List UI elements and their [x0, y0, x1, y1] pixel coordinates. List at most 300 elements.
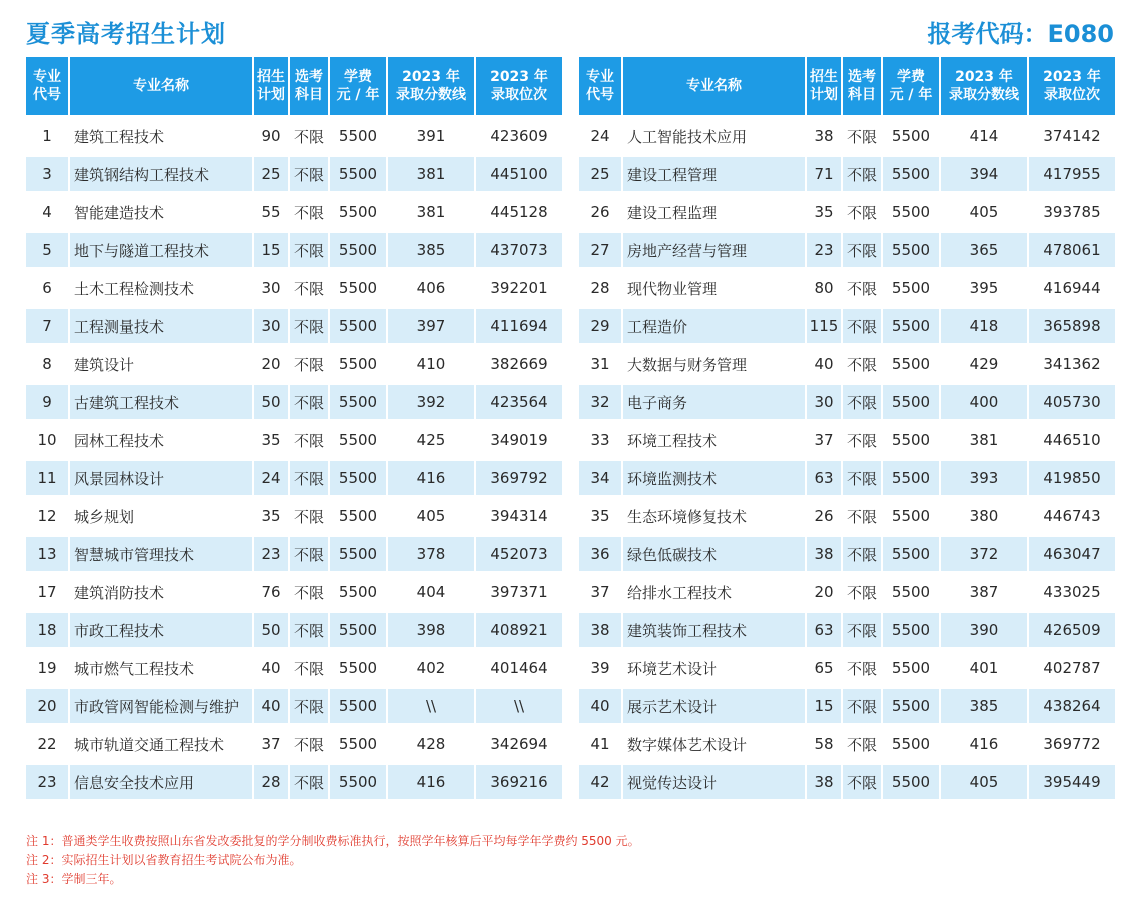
score-line-2023-cell: 392	[388, 381, 476, 419]
enrollment-plan-cell: 58	[807, 723, 843, 761]
major-code-cell: 4	[26, 191, 70, 229]
header-line: 代号	[33, 87, 61, 103]
major-code-cell: 25	[579, 153, 623, 191]
major-code-cell: 6	[26, 267, 70, 305]
table-row	[579, 267, 1115, 305]
major-code-cell: 26	[579, 191, 623, 229]
header-enrollment-plan	[254, 57, 290, 115]
rank-2023-cell: 438264	[1029, 685, 1115, 723]
enrollment-plan-cell: 15	[807, 685, 843, 723]
enrollment-plan-cell: 71	[807, 153, 843, 191]
score-line-2023-cell: 400	[941, 381, 1029, 419]
header-line: 录取位次	[1044, 87, 1100, 103]
major-name-cell: 生态环境修复技术	[623, 495, 807, 533]
major-code-cell: 39	[579, 647, 623, 685]
header-rank-2023	[476, 57, 562, 115]
rank-2023-cell: 397371	[476, 571, 562, 609]
score-line-2023-cell: 416	[388, 457, 476, 495]
rank-2023-cell: 369772	[1029, 723, 1115, 761]
score-line-2023-cell: 402	[388, 647, 476, 685]
score-line-2023-cell: 380	[941, 495, 1029, 533]
elective-subjects-cell: 不限	[843, 115, 883, 153]
table-row	[579, 571, 1115, 609]
table-row	[26, 267, 562, 305]
major-code-cell: 7	[26, 305, 70, 343]
tuition-cell: 5500	[883, 571, 941, 609]
header-line: 科目	[295, 87, 323, 103]
major-name-cell: 给排水工程技术	[623, 571, 807, 609]
table-row	[26, 609, 562, 647]
score-line-2023-cell: 381	[388, 191, 476, 229]
rank-2023-cell: 416944	[1029, 267, 1115, 305]
rank-2023-cell: 382669	[476, 343, 562, 381]
elective-subjects-cell: 不限	[843, 533, 883, 571]
score-line-2023-cell: 428	[388, 723, 476, 761]
enrollment-plan-cell: 35	[254, 495, 290, 533]
major-code-cell: 12	[26, 495, 70, 533]
tuition-cell: 5500	[883, 115, 941, 153]
header-line: 2023 年	[1043, 69, 1101, 85]
major-name-cell: 城市轨道交通工程技术	[70, 723, 254, 761]
tuition-cell: 5500	[883, 495, 941, 533]
tuition-cell: 5500	[330, 685, 388, 723]
major-name-cell: 城乡规划	[70, 495, 254, 533]
header-line: 2023 年	[955, 69, 1013, 85]
rank-2023-cell: 408921	[476, 609, 562, 647]
table-row	[579, 685, 1115, 723]
tuition-cell: 5500	[883, 191, 941, 229]
score-line-2023-cell: 405	[941, 761, 1029, 799]
tuition-cell: 5500	[330, 723, 388, 761]
major-code-cell: 42	[579, 761, 623, 799]
footnote-3: 注 3：学制三年。	[26, 872, 122, 886]
elective-subjects-cell: 不限	[843, 419, 883, 457]
enrollment-plan-cell: 25	[254, 153, 290, 191]
enrollment-plan-cell: 37	[254, 723, 290, 761]
rank-2023-cell: 478061	[1029, 229, 1115, 267]
major-name-cell: 房地产经营与管理	[623, 229, 807, 267]
elective-subjects-cell: 不限	[843, 723, 883, 761]
rank-2023-cell: 349019	[476, 419, 562, 457]
table-row	[579, 419, 1115, 457]
major-name-cell: 建筑装饰工程技术	[623, 609, 807, 647]
major-code-cell: 34	[579, 457, 623, 495]
table-row	[26, 305, 562, 343]
table-row	[26, 191, 562, 229]
header-major-code	[26, 57, 70, 115]
major-code-cell: 32	[579, 381, 623, 419]
rank-2023-cell: 365898	[1029, 305, 1115, 343]
rank-2023-cell: 433025	[1029, 571, 1115, 609]
elective-subjects-cell: 不限	[290, 191, 330, 229]
tuition-cell: 5500	[330, 419, 388, 457]
rank-2023-cell: 417955	[1029, 153, 1115, 191]
major-code-cell: 24	[579, 115, 623, 153]
tuition-cell: 5500	[330, 343, 388, 381]
enrollment-plan-cell: 63	[807, 609, 843, 647]
elective-subjects-cell: 不限	[843, 571, 883, 609]
major-code-cell: 22	[26, 723, 70, 761]
elective-subjects-cell: 不限	[843, 343, 883, 381]
major-name-cell: 人工智能技术应用	[623, 115, 807, 153]
score-line-2023-cell: 372	[941, 533, 1029, 571]
table-row	[579, 609, 1115, 647]
rank-2023-cell: 446510	[1029, 419, 1115, 457]
major-name-cell: 环境艺术设计	[623, 647, 807, 685]
tuition-cell: 5500	[883, 153, 941, 191]
elective-subjects-cell: 不限	[843, 381, 883, 419]
rank-2023-cell: 405730	[1029, 381, 1115, 419]
major-name-cell: 工程测量技术	[70, 305, 254, 343]
header-elective-subjects	[290, 57, 330, 115]
elective-subjects-cell: 不限	[290, 305, 330, 343]
header-line: 2023 年	[402, 69, 460, 85]
enrollment-plan-cell: 40	[254, 647, 290, 685]
table-row	[26, 685, 562, 723]
major-name-cell: 市政管网智能检测与维护	[70, 685, 254, 723]
table-row	[579, 381, 1115, 419]
score-line-2023-cell: 390	[941, 609, 1029, 647]
score-line-2023-cell: 404	[388, 571, 476, 609]
major-code-cell: 8	[26, 343, 70, 381]
tuition-cell: 5500	[330, 571, 388, 609]
major-name-cell: 建筑工程技术	[70, 115, 254, 153]
header-score-line-2023	[388, 57, 476, 115]
header-line: 招生	[810, 69, 838, 85]
enrollment-plan-cell: 65	[807, 647, 843, 685]
major-code-cell: 37	[579, 571, 623, 609]
table-row	[579, 533, 1115, 571]
header-line: 录取分数线	[949, 87, 1019, 103]
rank-2023-cell: 369216	[476, 761, 562, 799]
elective-subjects-cell: 不限	[290, 723, 330, 761]
header-line: 录取位次	[491, 87, 547, 103]
table-row	[26, 229, 562, 267]
rank-2023-cell: \\	[476, 685, 562, 723]
tuition-cell: 5500	[883, 685, 941, 723]
rank-2023-cell: 395449	[1029, 761, 1115, 799]
major-name-cell: 环境工程技术	[623, 419, 807, 457]
footnote-2: 注 2：实际招生计划以省教育招生考试院公布为准。	[26, 853, 302, 867]
header-line: 学费	[897, 69, 925, 85]
tuition-cell: 5500	[330, 191, 388, 229]
rank-2023-cell: 423564	[476, 381, 562, 419]
score-line-2023-cell: 385	[388, 229, 476, 267]
rank-2023-cell: 419850	[1029, 457, 1115, 495]
enrollment-plan-cell: 55	[254, 191, 290, 229]
enrollment-plan-cell: 28	[254, 761, 290, 799]
enrollment-plan-cell: 35	[807, 191, 843, 229]
major-name-cell: 智慧城市管理技术	[70, 533, 254, 571]
header-line: 元 / 年	[336, 87, 380, 103]
score-line-2023-cell: 414	[941, 115, 1029, 153]
score-line-2023-cell: 397	[388, 305, 476, 343]
header-line: 招生	[257, 69, 285, 85]
rank-2023-cell: 446743	[1029, 495, 1115, 533]
header-line: 录取分数线	[396, 87, 466, 103]
tuition-cell: 5500	[330, 647, 388, 685]
enrollment-plan-cell: 30	[254, 267, 290, 305]
header-line: 科目	[848, 87, 876, 103]
enrollment-plan-cell: 38	[807, 115, 843, 153]
table-row	[26, 647, 562, 685]
elective-subjects-cell: 不限	[843, 267, 883, 305]
major-name-cell: 绿色低碳技术	[623, 533, 807, 571]
enrollment-plan-cell: 15	[254, 229, 290, 267]
tuition-cell: 5500	[883, 343, 941, 381]
elective-subjects-cell: 不限	[290, 267, 330, 305]
table-row	[579, 343, 1115, 381]
rank-2023-cell: 392201	[476, 267, 562, 305]
table-row	[26, 457, 562, 495]
enrollment-plan-cell: 35	[254, 419, 290, 457]
enrollment-plan-cell: 23	[807, 229, 843, 267]
major-code-cell: 36	[579, 533, 623, 571]
major-name-cell: 建筑设计	[70, 343, 254, 381]
score-line-2023-cell: 365	[941, 229, 1029, 267]
header-line: 2023 年	[490, 69, 548, 85]
enrollment-plan-cell: 40	[807, 343, 843, 381]
major-name-cell: 建设工程管理	[623, 153, 807, 191]
major-name-cell: 信息安全技术应用	[70, 761, 254, 799]
table-row	[26, 115, 562, 153]
elective-subjects-cell: 不限	[843, 153, 883, 191]
enrollment-plan-cell: 20	[807, 571, 843, 609]
rank-2023-cell: 401464	[476, 647, 562, 685]
tuition-cell: 5500	[883, 609, 941, 647]
table-row	[26, 571, 562, 609]
table-row	[579, 191, 1115, 229]
header-line: 计划	[257, 87, 285, 103]
tuition-cell: 5500	[883, 647, 941, 685]
major-code-cell: 28	[579, 267, 623, 305]
major-name-cell: 园林工程技术	[70, 419, 254, 457]
major-name-cell: 古建筑工程技术	[70, 381, 254, 419]
score-line-2023-cell: 405	[388, 495, 476, 533]
score-line-2023-cell: 429	[941, 343, 1029, 381]
header-line: 元 / 年	[889, 87, 933, 103]
elective-subjects-cell: 不限	[843, 685, 883, 723]
tuition-cell: 5500	[330, 115, 388, 153]
table-row	[579, 115, 1115, 153]
header-major-code	[579, 57, 623, 115]
header-enrollment-plan	[807, 57, 843, 115]
enrollment-plan-cell: 40	[254, 685, 290, 723]
elective-subjects-cell: 不限	[843, 609, 883, 647]
major-code-cell: 1	[26, 115, 70, 153]
major-code-cell: 11	[26, 457, 70, 495]
tuition-cell: 5500	[330, 533, 388, 571]
score-line-2023-cell: 393	[941, 457, 1029, 495]
major-name-cell: 视觉传达设计	[623, 761, 807, 799]
rank-2023-cell: 411694	[476, 305, 562, 343]
rank-2023-cell: 452073	[476, 533, 562, 571]
tuition-cell: 5500	[330, 229, 388, 267]
header-rank-2023	[1029, 57, 1115, 115]
major-name-cell: 市政工程技术	[70, 609, 254, 647]
enrollment-plan-cell: 20	[254, 343, 290, 381]
header-row	[579, 57, 1115, 115]
enrollment-table-left	[26, 57, 562, 799]
elective-subjects-cell: 不限	[290, 495, 330, 533]
major-code-cell: 18	[26, 609, 70, 647]
table-row	[579, 495, 1115, 533]
tuition-cell: 5500	[883, 723, 941, 761]
rank-2023-cell: 394314	[476, 495, 562, 533]
elective-subjects-cell: 不限	[290, 571, 330, 609]
table-row	[26, 495, 562, 533]
score-line-2023-cell: 391	[388, 115, 476, 153]
enrollment-plan-cell: 30	[807, 381, 843, 419]
enrollment-plan-cell: 26	[807, 495, 843, 533]
table-row	[579, 153, 1115, 191]
header-line: 专业	[586, 69, 614, 85]
elective-subjects-cell: 不限	[290, 609, 330, 647]
elective-subjects-cell: 不限	[843, 647, 883, 685]
score-line-2023-cell: 395	[941, 267, 1029, 305]
elective-subjects-cell: 不限	[290, 685, 330, 723]
tuition-cell: 5500	[883, 229, 941, 267]
header-line: 计划	[810, 87, 838, 103]
header-line: 选考	[848, 69, 876, 85]
table-row	[579, 305, 1115, 343]
table-row	[579, 723, 1115, 761]
score-line-2023-cell: 425	[388, 419, 476, 457]
header-score-line-2023	[941, 57, 1029, 115]
elective-subjects-cell: 不限	[290, 533, 330, 571]
enrollment-plan-cell: 50	[254, 609, 290, 647]
major-code-cell: 17	[26, 571, 70, 609]
tuition-cell: 5500	[883, 381, 941, 419]
enrollment-plan-cell: 38	[807, 761, 843, 799]
header-elective-subjects	[843, 57, 883, 115]
major-name-cell: 展示艺术设计	[623, 685, 807, 723]
enrollment-plan-cell: 80	[807, 267, 843, 305]
score-line-2023-cell: 416	[941, 723, 1029, 761]
elective-subjects-cell: 不限	[843, 229, 883, 267]
elective-subjects-cell: 不限	[843, 457, 883, 495]
header-major-name	[70, 57, 254, 115]
enrollment-table-right	[579, 57, 1115, 799]
tuition-cell: 5500	[883, 419, 941, 457]
major-code-cell: 9	[26, 381, 70, 419]
table-row	[26, 761, 562, 799]
elective-subjects-cell: 不限	[290, 115, 330, 153]
major-name-cell: 数字媒体艺术设计	[623, 723, 807, 761]
enrollment-plan-cell: 115	[807, 305, 843, 343]
major-name-cell: 智能建造技术	[70, 191, 254, 229]
tuition-cell: 5500	[330, 381, 388, 419]
score-line-2023-cell: 405	[941, 191, 1029, 229]
rank-2023-cell: 369792	[476, 457, 562, 495]
score-line-2023-cell: \\	[388, 685, 476, 723]
rank-2023-cell: 426509	[1029, 609, 1115, 647]
major-name-cell: 城市燃气工程技术	[70, 647, 254, 685]
major-code-cell: 5	[26, 229, 70, 267]
major-code-cell: 20	[26, 685, 70, 723]
score-line-2023-cell: 401	[941, 647, 1029, 685]
major-code-cell: 41	[579, 723, 623, 761]
major-code-cell: 31	[579, 343, 623, 381]
enrollment-plan-cell: 63	[807, 457, 843, 495]
tuition-cell: 5500	[330, 305, 388, 343]
elective-subjects-cell: 不限	[290, 647, 330, 685]
score-line-2023-cell: 416	[388, 761, 476, 799]
major-code-cell: 19	[26, 647, 70, 685]
major-name-cell: 地下与隧道工程技术	[70, 229, 254, 267]
major-code-cell: 40	[579, 685, 623, 723]
major-name-cell: 环境监测技术	[623, 457, 807, 495]
score-line-2023-cell: 381	[941, 419, 1029, 457]
table-row	[26, 343, 562, 381]
major-name-cell: 建设工程监理	[623, 191, 807, 229]
table-row	[26, 533, 562, 571]
enrollment-plan-cell: 90	[254, 115, 290, 153]
header-line: 专业名称	[686, 78, 742, 94]
score-line-2023-cell: 418	[941, 305, 1029, 343]
score-line-2023-cell: 394	[941, 153, 1029, 191]
header-line: 选考	[295, 69, 323, 85]
elective-subjects-cell: 不限	[843, 191, 883, 229]
header-tuition	[883, 57, 941, 115]
major-code-cell: 13	[26, 533, 70, 571]
elective-subjects-cell: 不限	[290, 153, 330, 191]
major-name-cell: 建筑消防技术	[70, 571, 254, 609]
tuition-cell: 5500	[883, 305, 941, 343]
elective-subjects-cell: 不限	[843, 305, 883, 343]
elective-subjects-cell: 不限	[290, 229, 330, 267]
tuition-cell: 5500	[330, 267, 388, 305]
score-line-2023-cell: 385	[941, 685, 1029, 723]
header-line: 专业	[33, 69, 61, 85]
score-line-2023-cell: 387	[941, 571, 1029, 609]
elective-subjects-cell: 不限	[290, 419, 330, 457]
table-row	[26, 381, 562, 419]
major-name-cell: 工程造价	[623, 305, 807, 343]
major-code-cell: 27	[579, 229, 623, 267]
header-row	[26, 57, 562, 115]
rank-2023-cell: 341362	[1029, 343, 1115, 381]
major-code-cell: 35	[579, 495, 623, 533]
major-code-cell: 38	[579, 609, 623, 647]
score-line-2023-cell: 406	[388, 267, 476, 305]
tuition-cell: 5500	[330, 761, 388, 799]
header-line: 学费	[344, 69, 372, 85]
major-code-cell: 10	[26, 419, 70, 457]
tuition-cell: 5500	[883, 267, 941, 305]
tuition-cell: 5500	[883, 457, 941, 495]
major-name-cell: 建筑钢结构工程技术	[70, 153, 254, 191]
table-row	[26, 723, 562, 761]
tuition-cell: 5500	[330, 495, 388, 533]
enrollment-plan-cell: 50	[254, 381, 290, 419]
table-row	[26, 153, 562, 191]
major-name-cell: 电子商务	[623, 381, 807, 419]
header-tuition	[330, 57, 388, 115]
elective-subjects-cell: 不限	[290, 381, 330, 419]
rank-2023-cell: 445100	[476, 153, 562, 191]
enrollment-plan-cell: 30	[254, 305, 290, 343]
table-row	[579, 229, 1115, 267]
score-line-2023-cell: 410	[388, 343, 476, 381]
header-line: 代号	[586, 87, 614, 103]
tuition-cell: 5500	[330, 457, 388, 495]
enrollment-plan-cell: 37	[807, 419, 843, 457]
elective-subjects-cell: 不限	[290, 343, 330, 381]
major-code-cell: 29	[579, 305, 623, 343]
major-name-cell: 现代物业管理	[623, 267, 807, 305]
score-line-2023-cell: 378	[388, 533, 476, 571]
